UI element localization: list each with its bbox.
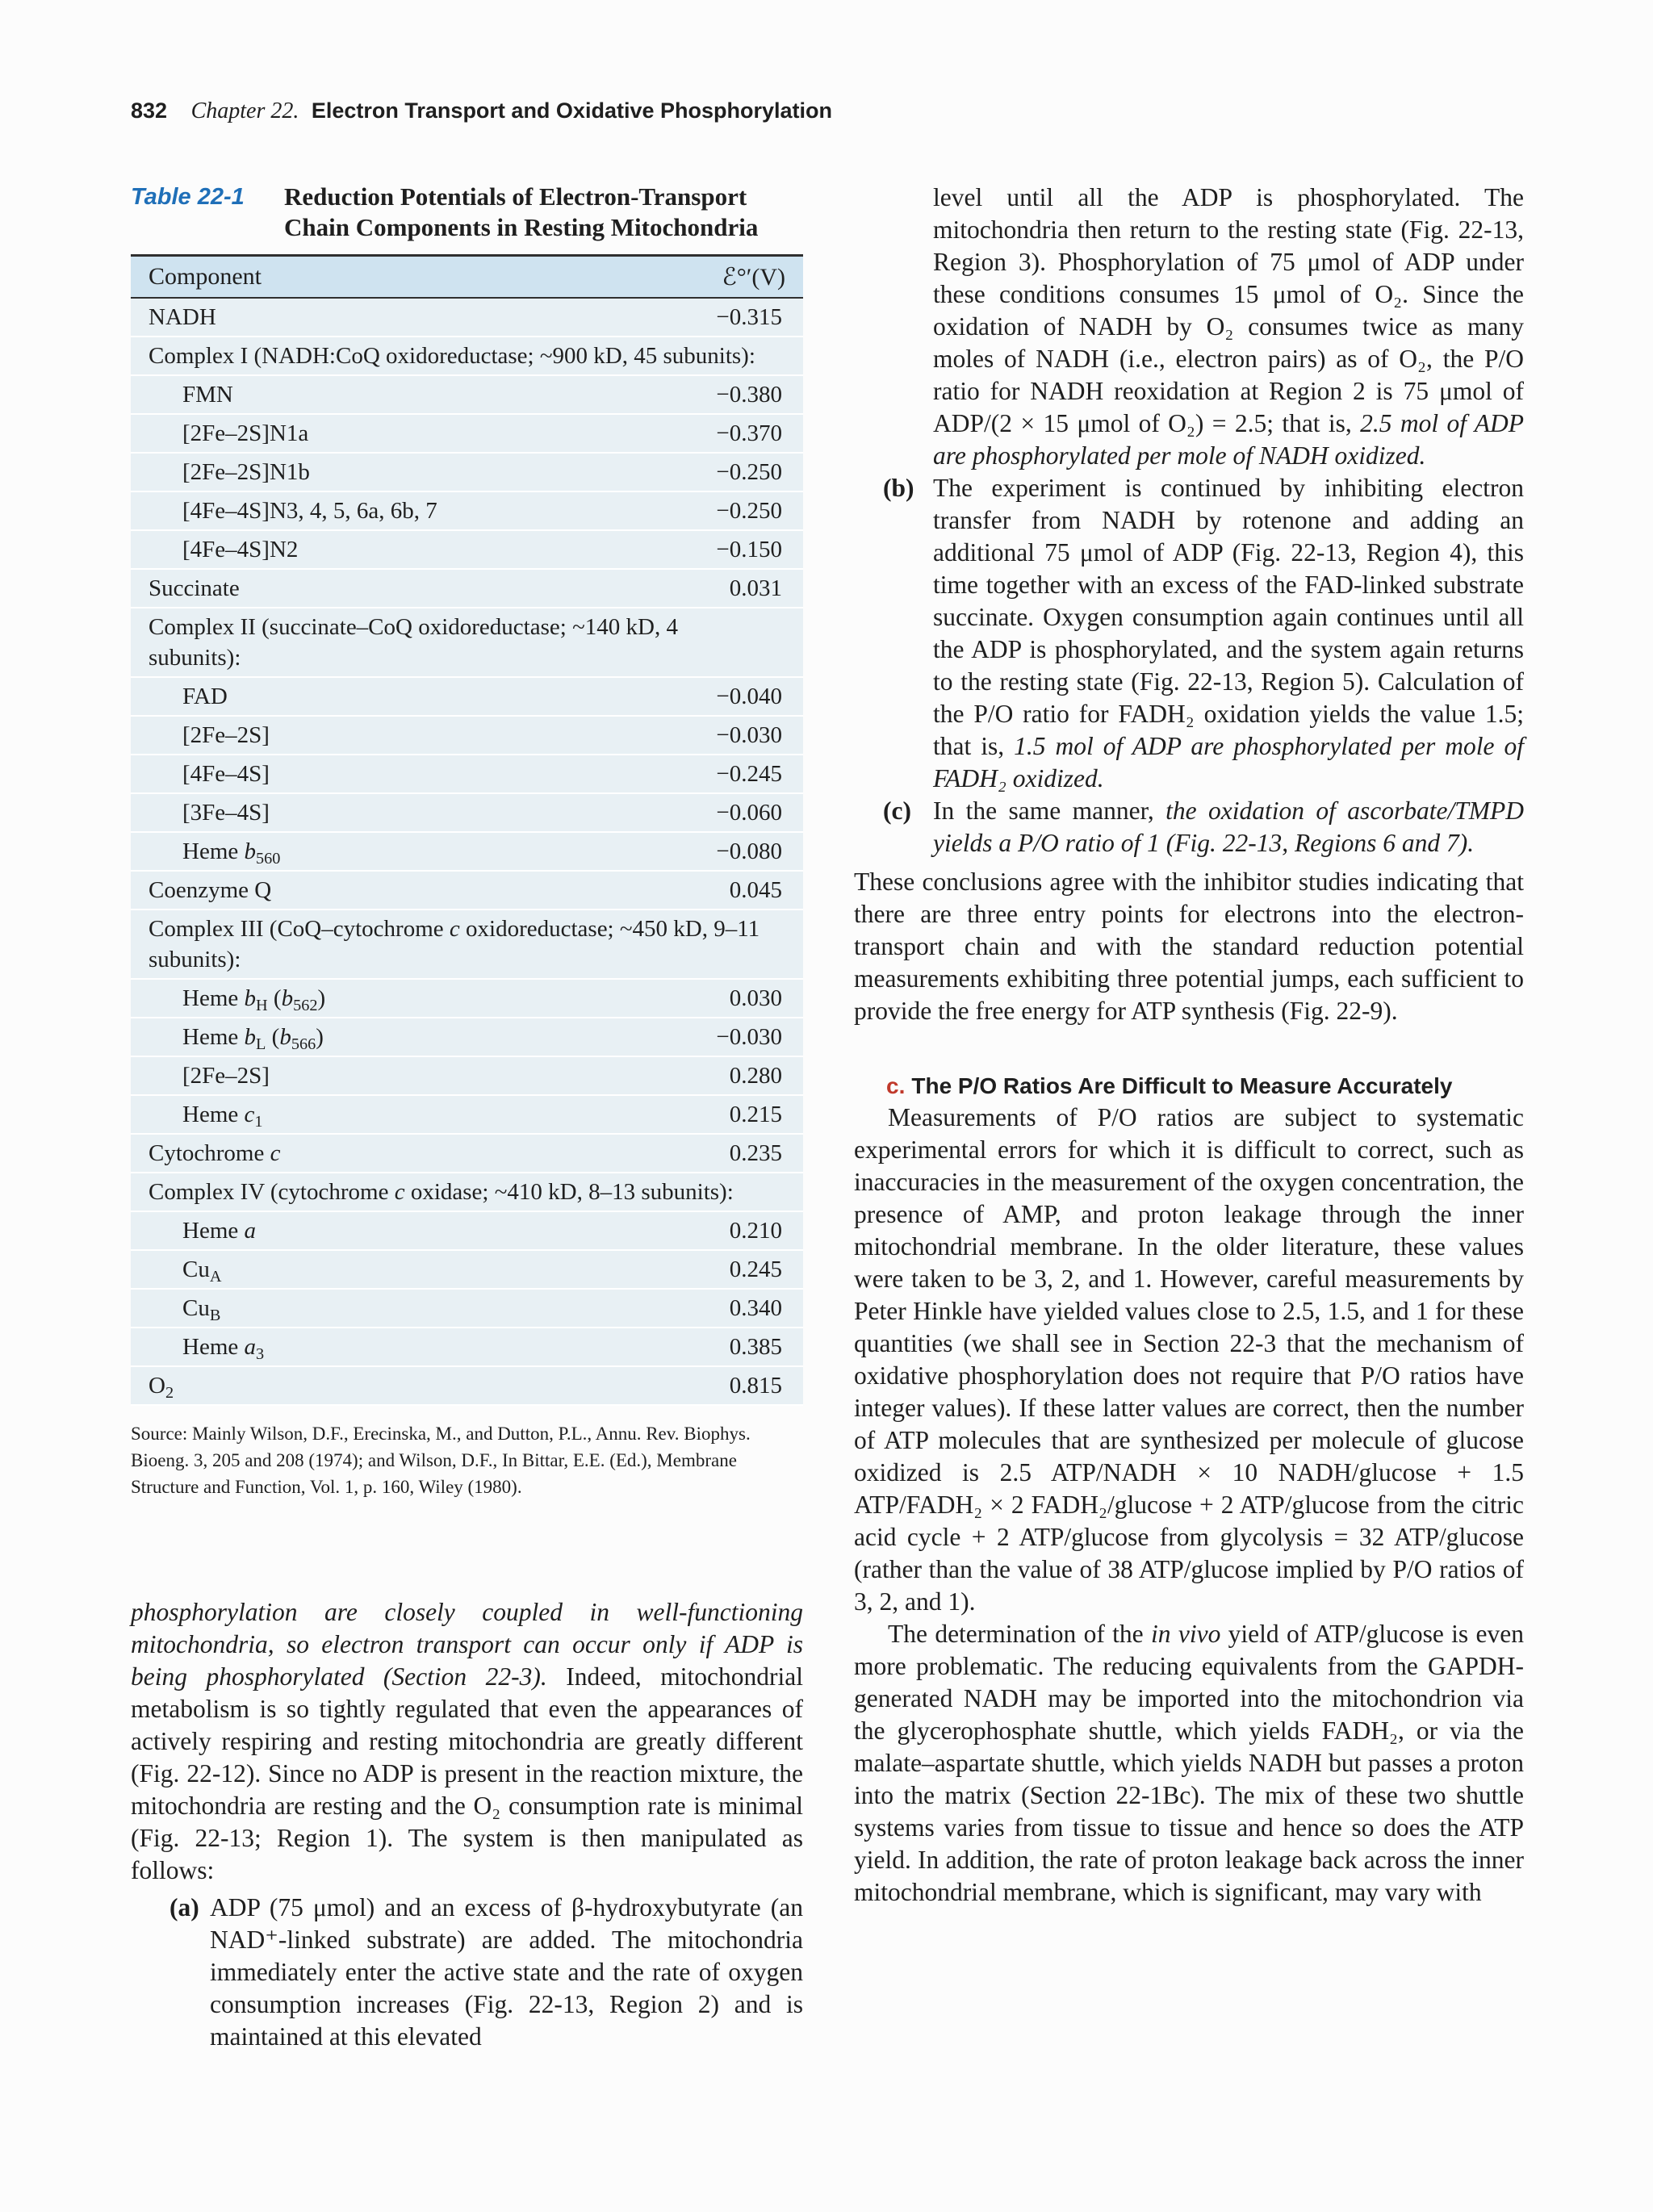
body-text: The determination of the	[888, 1620, 1144, 1648]
list-item-c	[854, 795, 1524, 859]
continued-item-a	[854, 182, 1524, 472]
table-row: [4Fe–4S]N2 −0.150	[131, 531, 803, 570]
table-row: [4Fe–4S]N3, 4, 5, 6a, 6b, 7 −0.250	[131, 492, 803, 531]
table-title: Reduction Potentials of Electron-Transport Chain Components in Resting Mitochondria	[284, 182, 759, 241]
table-row: FMN −0.380	[131, 376, 803, 415]
table-row: Heme $a_3$ 0.385	[131, 1328, 803, 1367]
table-row: [4Fe–4S] −0.245	[131, 755, 803, 794]
table-row: Complex I (NADH:CoQ oxidoreductase; ~900 kD, 45 subunits):	[131, 337, 803, 376]
table-source-note: Source: Mainly Wilson, D.F., Erecinska, M., and Dutton, P.L., Annu. Rev. Biophys. Bioeng. 3, 205 and 208 (1974); and Wilson, D.F., In Bittar, E.E. (Ed.), Membrane Structure and Function, Vol. 1, p. 160, Wiley (1980).	[131, 1415, 803, 1505]
section-title: The P/O Ratios Are Difficult to Measure Accurately	[911, 1073, 1453, 1098]
table-row: $Cu_B$ 0.340	[131, 1290, 803, 1328]
column-header-component: Component	[149, 263, 262, 290]
list-item-a	[131, 1892, 803, 2053]
column-header-potential: ℰ°′(V)	[722, 263, 785, 291]
table-row: Heme $c_1$ 0.215	[131, 1096, 803, 1135]
chapter-label: Chapter 22.	[190, 98, 299, 123]
table-row: Heme a 0.210	[131, 1212, 803, 1251]
table-row: Cytochrome c 0.235	[131, 1135, 803, 1173]
table-row: [3Fe–4S] −0.060	[131, 794, 803, 833]
table-row: Heme $b_L$ $(b_{566})$ −0.030	[131, 1018, 803, 1057]
list-label: (a)	[169, 1893, 199, 1921]
left-column-text	[131, 1596, 803, 2053]
italic-text: 2.5 mol of ADP are phosphorylated per mole of NADH oxidized.	[933, 409, 1524, 470]
running-header	[131, 98, 832, 124]
table-row: FAD −0.040	[131, 678, 803, 717]
table-row: $O_2$ 0.815	[131, 1367, 803, 1406]
paragraph: These conclusions agree with the inhibitor studies indicating that there are three entry points for electrons into the electron-transport chain and with the standard reduction potential measurements exhibiting three potential jumps, each sufficient to provide the free energy for ATP synthesis (Fig. 22-9).	[854, 868, 1524, 1025]
table-label: Table 22-1	[131, 184, 245, 210]
list-item-b	[854, 472, 1524, 795]
reduction-potentials-table	[131, 254, 803, 1406]
paragraph	[854, 1618, 1524, 1909]
table-row: Complex III (CoQ–cytochrome c oxidoreductase; ~450 kD, 9–11 subunits):	[131, 910, 803, 980]
table-row: Coenzyme Q 0.045	[131, 872, 803, 910]
table-row: Succinate 0.031	[131, 570, 803, 608]
right-column-text	[854, 182, 1524, 1909]
table-row: $Cu_A$ 0.245	[131, 1251, 803, 1290]
section-letter: c.	[886, 1073, 906, 1098]
table-row: [2Fe–2S]N1b −0.250	[131, 454, 803, 492]
table-row: NADH −0.315	[131, 299, 803, 337]
list-text: In the same manner,	[933, 797, 1154, 825]
list-text: The experiment is continued by inhibiting electron transfer from NADH by rotenone and adding an additional 75 μmol of ADP (Fig. 22-13, Region 4), this time together with an excess of the FAD-linked substrate succinate. Oxygen consumption again continues until all the ADP is phosphorylated, and the system again returns to the resting state (Fig. 22-13, Region 5). Calculation of the P/O ratio for FADH₂ oxidation yields the value 1.5; that is,	[933, 474, 1524, 760]
italic-text: 1.5 mol of ADP are phosphorylated per mole of FADH₂ oxidized.	[933, 732, 1525, 792]
body-text: level until all the ADP is phosphorylated. The mitochondria then return to the resting state (Fig. 22-13, Region 3). Phosphorylation of 75 μmol of ADP under these conditions consumes 15 μmol of O₂. Since the oxidation of NADH by O₂ consumes twice as many moles of NADH (i.e., electron pairs) as of O₂, the P/O ratio for NADH reoxidation at Region 2 is 75 μmol of ADP/(2 × 15 μmol of O₂) = 2.5; that is,	[933, 183, 1524, 437]
table-row: Complex IV (cytochrome c oxidase; ~410 kD, 8–13 subunits):	[131, 1173, 803, 1212]
list-text: ADP (75 μmol) and an excess of β-hydroxybutyrate (an NAD⁺-linked substrate) are added. The mitochondria immediately enter the active state and the rate of oxygen consumption increases (Fig. 22-13, Region 2) and is maintained at this elevated	[210, 1893, 803, 2051]
table-row: Heme $b_{560}$ −0.080	[131, 833, 803, 872]
table-row: [2Fe–2S]N1a −0.370	[131, 415, 803, 454]
list-label: (b)	[883, 474, 914, 502]
table-row: [2Fe–2S] −0.030	[131, 717, 803, 755]
italic-text: the oxidation of ascorbate/TMPD yields a P/O ratio of 1 (Fig. 22-13, Regions 6 and 7).	[933, 797, 1525, 857]
table-row: Heme $b_H$ $(b_{562})$ 0.030	[131, 980, 803, 1018]
page-number: 832	[131, 98, 168, 123]
body-text: Indeed, mitochondrial metabolism is so tightly regulated that even the appearances of actively respiring and resting mitochondria are greatly different (Fig. 22-12). Since no ADP is present in the reaction mixture, the mitochondria are resting and the O₂ consumption rate is minimal (Fig. 22-13; Region 1). The system is then manipulated as follows:	[131, 1662, 803, 1884]
paragraph: Measurements of P/O ratios are subject to systematic experimental errors for which it is difficult to correct, such as inaccuracies in the measurement of the oxygen concentration, the presence of AMP, and proton leakage through the inner mitochondrial membrane. In the older literature, these values were taken to be 3, 2, and 1. However, careful measurements by Peter Hinkle have yielded values close to 2.5, 1.5, and 1 for these quantities (we shall see in Section 22-3 that the mechanism of oxidative phosphorylation does not require that P/O ratios have integer values). If these latter values are correct, then the number of ATP molecules that are synthesized per molecule of glucose oxidized is 2.5 ATP/NADH × 10 NADH/glucose + 1.5 ATP/FADH₂ × 2 FADH₂/glucose + 2 ATP/glucose from the citric acid cycle + 2 ATP/glucose from glycolysis = 32 ATP/glucose (rather than the value of 38 ATP/glucose implied by P/O ratios of 3, 2, and 1).	[854, 1103, 1524, 1616]
paragraph	[131, 1596, 803, 1887]
table-row: [2Fe–2S] 0.280	[131, 1057, 803, 1096]
table-row: Complex II (succinate–CoQ oxidoreductase; ~140 kD, 4 subunits):	[131, 608, 803, 678]
chapter-title: Electron Transport and Oxidative Phosphorylation	[311, 98, 832, 123]
table-caption	[131, 182, 803, 243]
italic-text: in vivo	[1151, 1620, 1221, 1648]
table-header-row	[131, 254, 803, 299]
italic-text: phosphorylation are closely coupled in well-functioning mitochondria, so electron transport can occur only if ADP is being phosphorylated (Section 22-3).	[131, 1598, 803, 1691]
body-text: yield of ATP/glucose is even more problematic. The reducing equivalents from the GAPDH-generated NADH may be imported into the mitochondrion via the glycerophosphate shuttle, which yields FADH₂, or via the malate–aspartate shuttle, which yields NADH but passes a proton into the matrix (Section 22-1Bc). The mix of these two shuttle systems varies from tissue to tissue and hence so does the ATP yield. In addition, the rate of proton leakage back across the inner mitochondrial membrane, which is significant, may vary with	[854, 1620, 1524, 1906]
list-label: (c)	[883, 797, 911, 825]
section-heading	[854, 1071, 1524, 1102]
table-block	[131, 182, 803, 1505]
